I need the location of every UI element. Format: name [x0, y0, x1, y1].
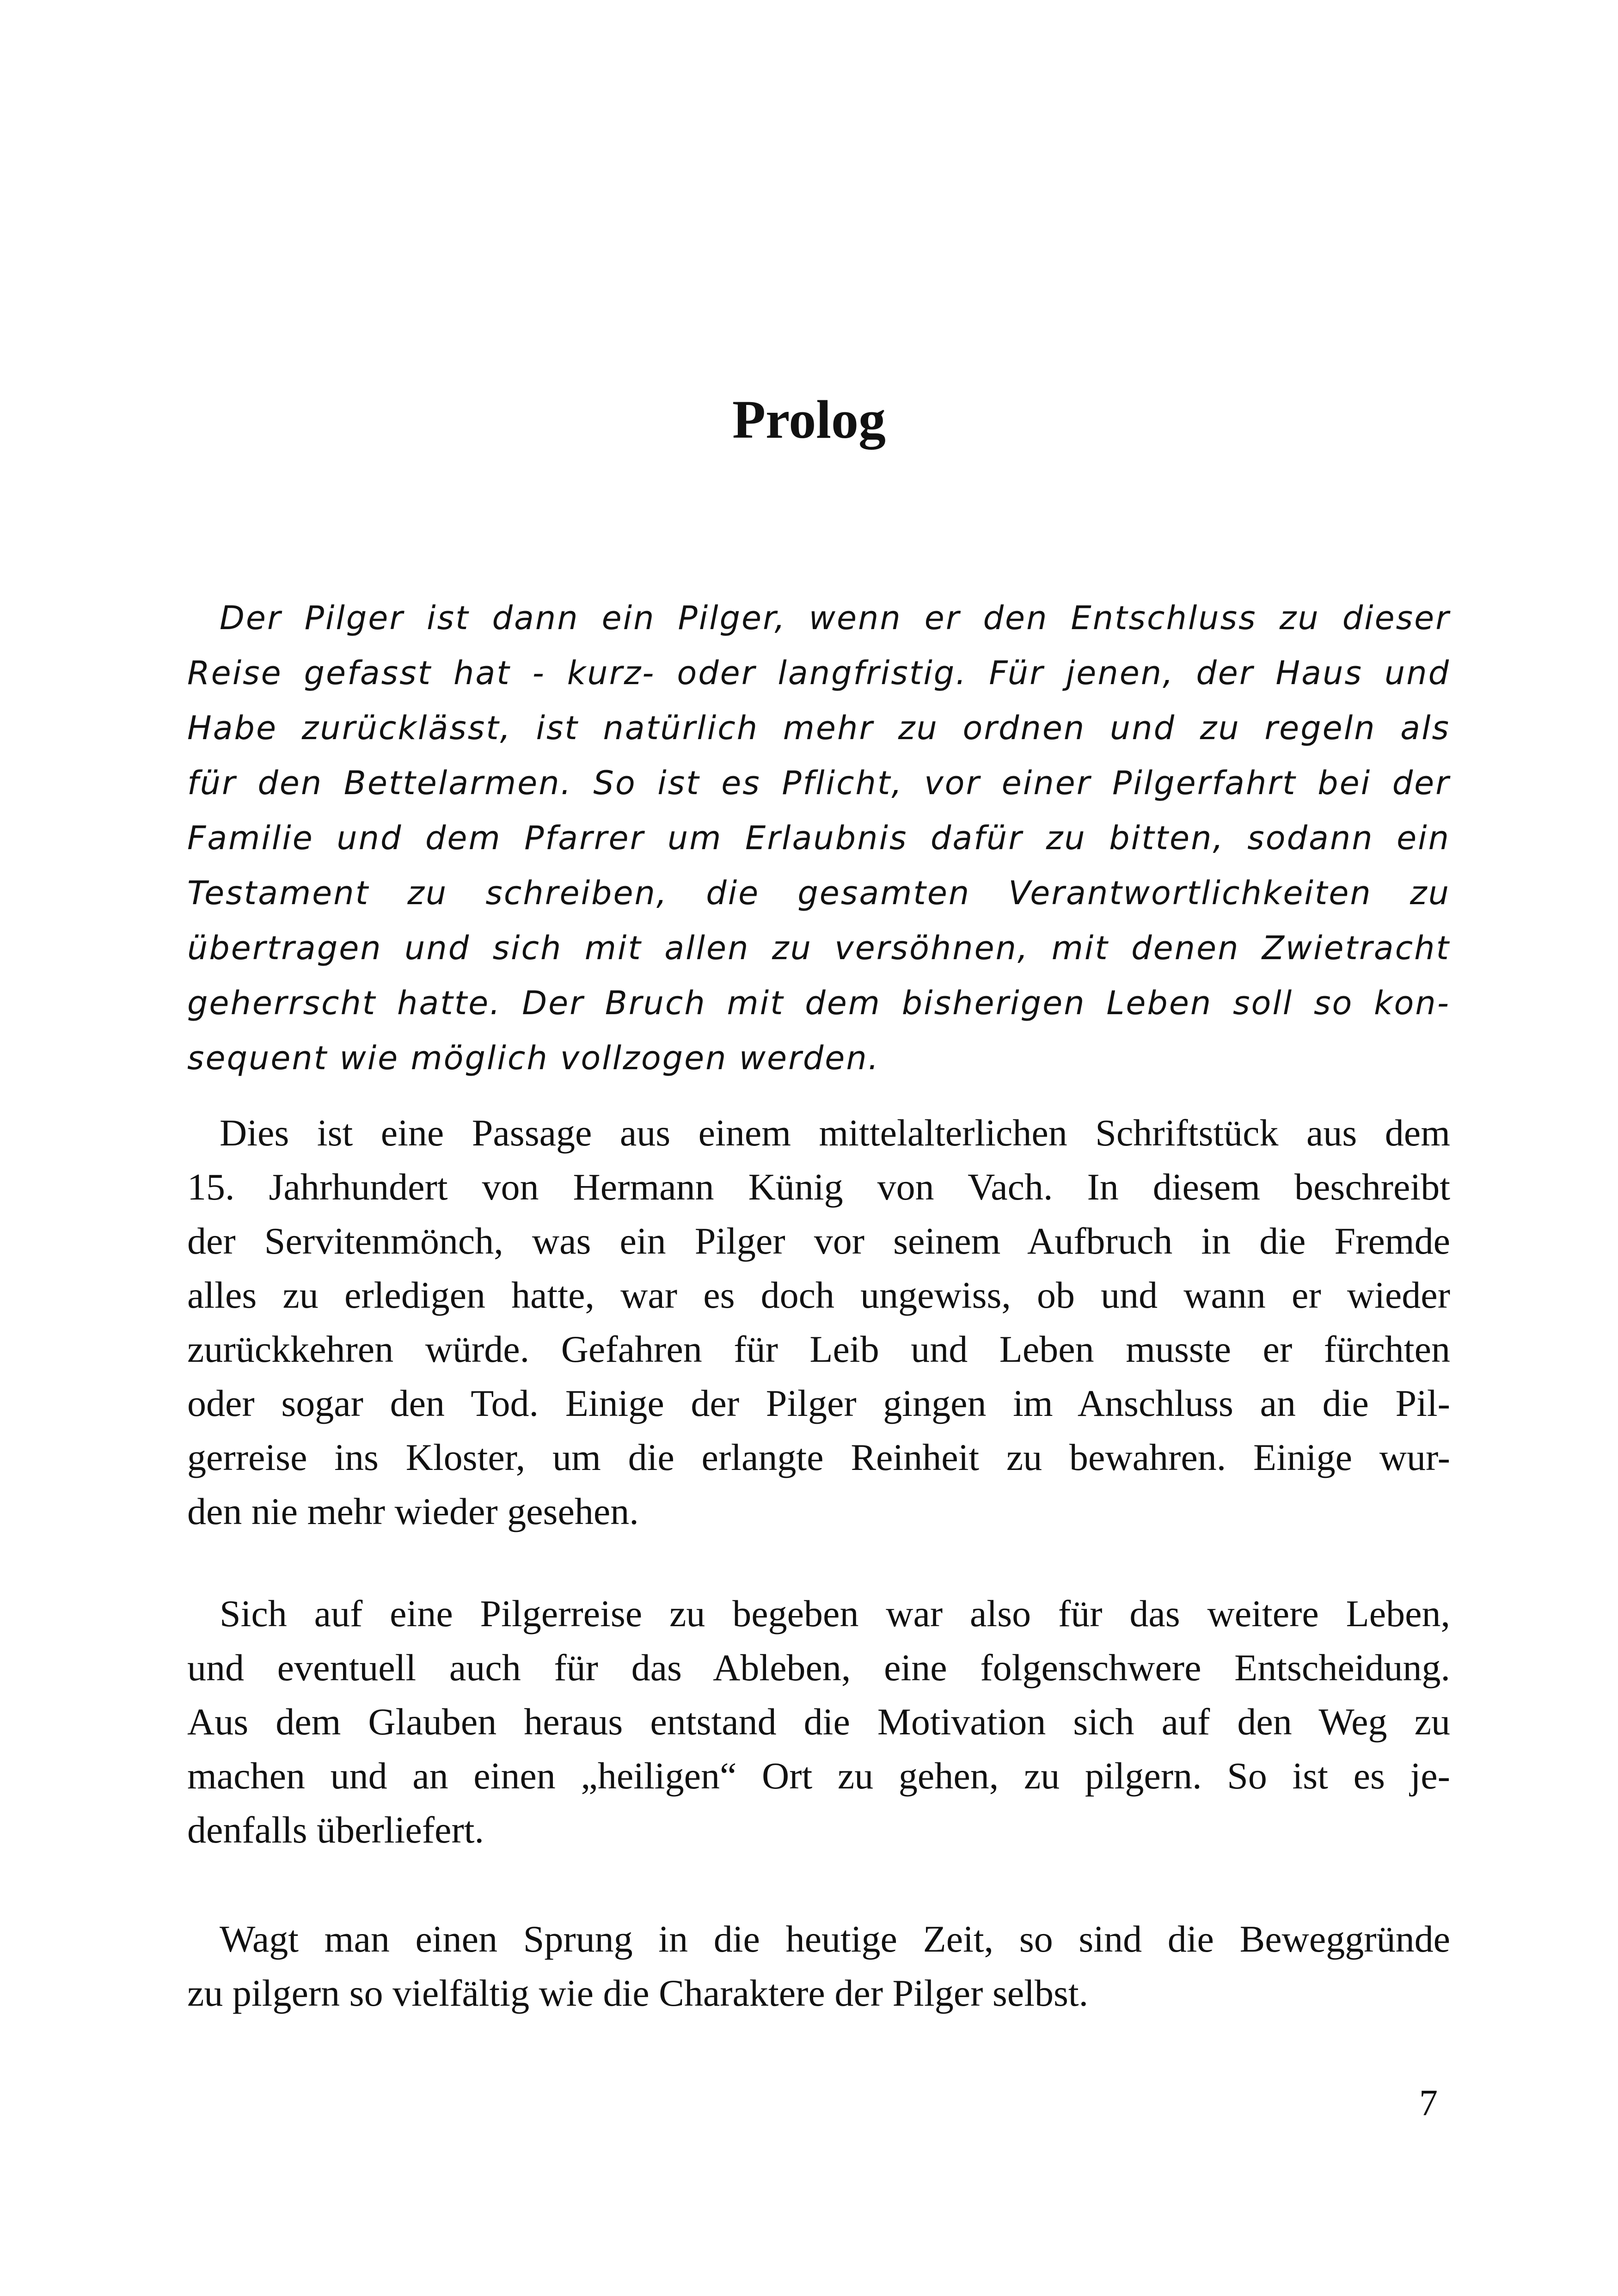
text-line: denfalls überliefert. [187, 1809, 484, 1851]
text-line: sequent wie möglich vollzogen werden. [187, 1039, 880, 1077]
text-line: Familie und dem Pfarrer um Erlaubnis dafür zu bitten, sodann ein [187, 819, 1450, 857]
text-line: zu pilgern so vielfältig wie die Charaktere der Pilger selbst. [187, 1972, 1089, 2014]
text-line: machen und an einen „heiligen“ Ort zu gehen, zu pilgern. So ist es je- [187, 1755, 1450, 1797]
chapter-title: Prolog [732, 389, 886, 450]
text-line: Wagt man einen Sprung in die heutige Zeit, so sind die Beweggründe [220, 1918, 1450, 1960]
text-line: der Servitenmönch, was ein Pilger vor seinem Aufbruch in die Fremde [187, 1220, 1450, 1262]
paragraph-3 [187, 1912, 1450, 2020]
text-line: den nie mehr wieder gesehen. [187, 1490, 639, 1532]
text-line: Aus dem Glauben heraus entstand die Motivation sich auf den Weg zu [187, 1701, 1450, 1743]
text-line: geherrscht hatte. Der Bruch mit dem bisherigen Leben soll so kon- [187, 984, 1450, 1022]
text-line: für den Bettelarmen. So ist es Pflicht, vor einer Pilgerfahrt bei der [187, 764, 1450, 802]
quote-block [187, 591, 1450, 1086]
text-line: Der Pilger ist dann ein Pilger, wenn er den Entschluss zu dieser [220, 599, 1450, 637]
text-line: alles zu erledigen hatte, war es doch ungewiss, ob und wann er wieder [187, 1274, 1450, 1316]
text-line: Habe zurücklässt, ist natürlich mehr zu ordnen und zu regeln als [187, 709, 1450, 747]
text-line: oder sogar den Tod. Einige der Pilger gingen im Anschluss an die Pil- [187, 1382, 1450, 1424]
text-line: Sich auf eine Pilgerreise zu begeben war also für das weitere Leben, [220, 1592, 1450, 1635]
text-line: übertragen und sich mit allen zu versöhnen, mit denen Zwietracht [187, 929, 1450, 967]
page-number: 7 [1419, 2083, 1438, 2124]
text-line: und eventuell auch für das Ableben, eine folgenschwere Entscheidung. [187, 1647, 1450, 1689]
text-line: gerreise ins Kloster, um die erlangte Reinheit zu bewahren. Einige wur- [187, 1436, 1450, 1478]
text-line: zurückkehren würde. Gefahren für Leib und Leben musste er fürchten [187, 1328, 1450, 1370]
text-line: 15. Jahrhundert von Hermann Künig von Vach. In diesem beschreibt [187, 1166, 1450, 1208]
text-line: Testament zu schreiben, die gesamten Verantwortlichkeiten zu [187, 874, 1450, 912]
paragraph-1 [187, 1106, 1450, 1538]
text-line: Dies ist eine Passage aus einem mittelalterlichen Schriftstück aus dem [220, 1112, 1450, 1154]
paragraph-2 [187, 1586, 1450, 1857]
text-line: Reise gefasst hat - kurz- oder langfristig. Für jenen, der Haus und [187, 654, 1450, 692]
